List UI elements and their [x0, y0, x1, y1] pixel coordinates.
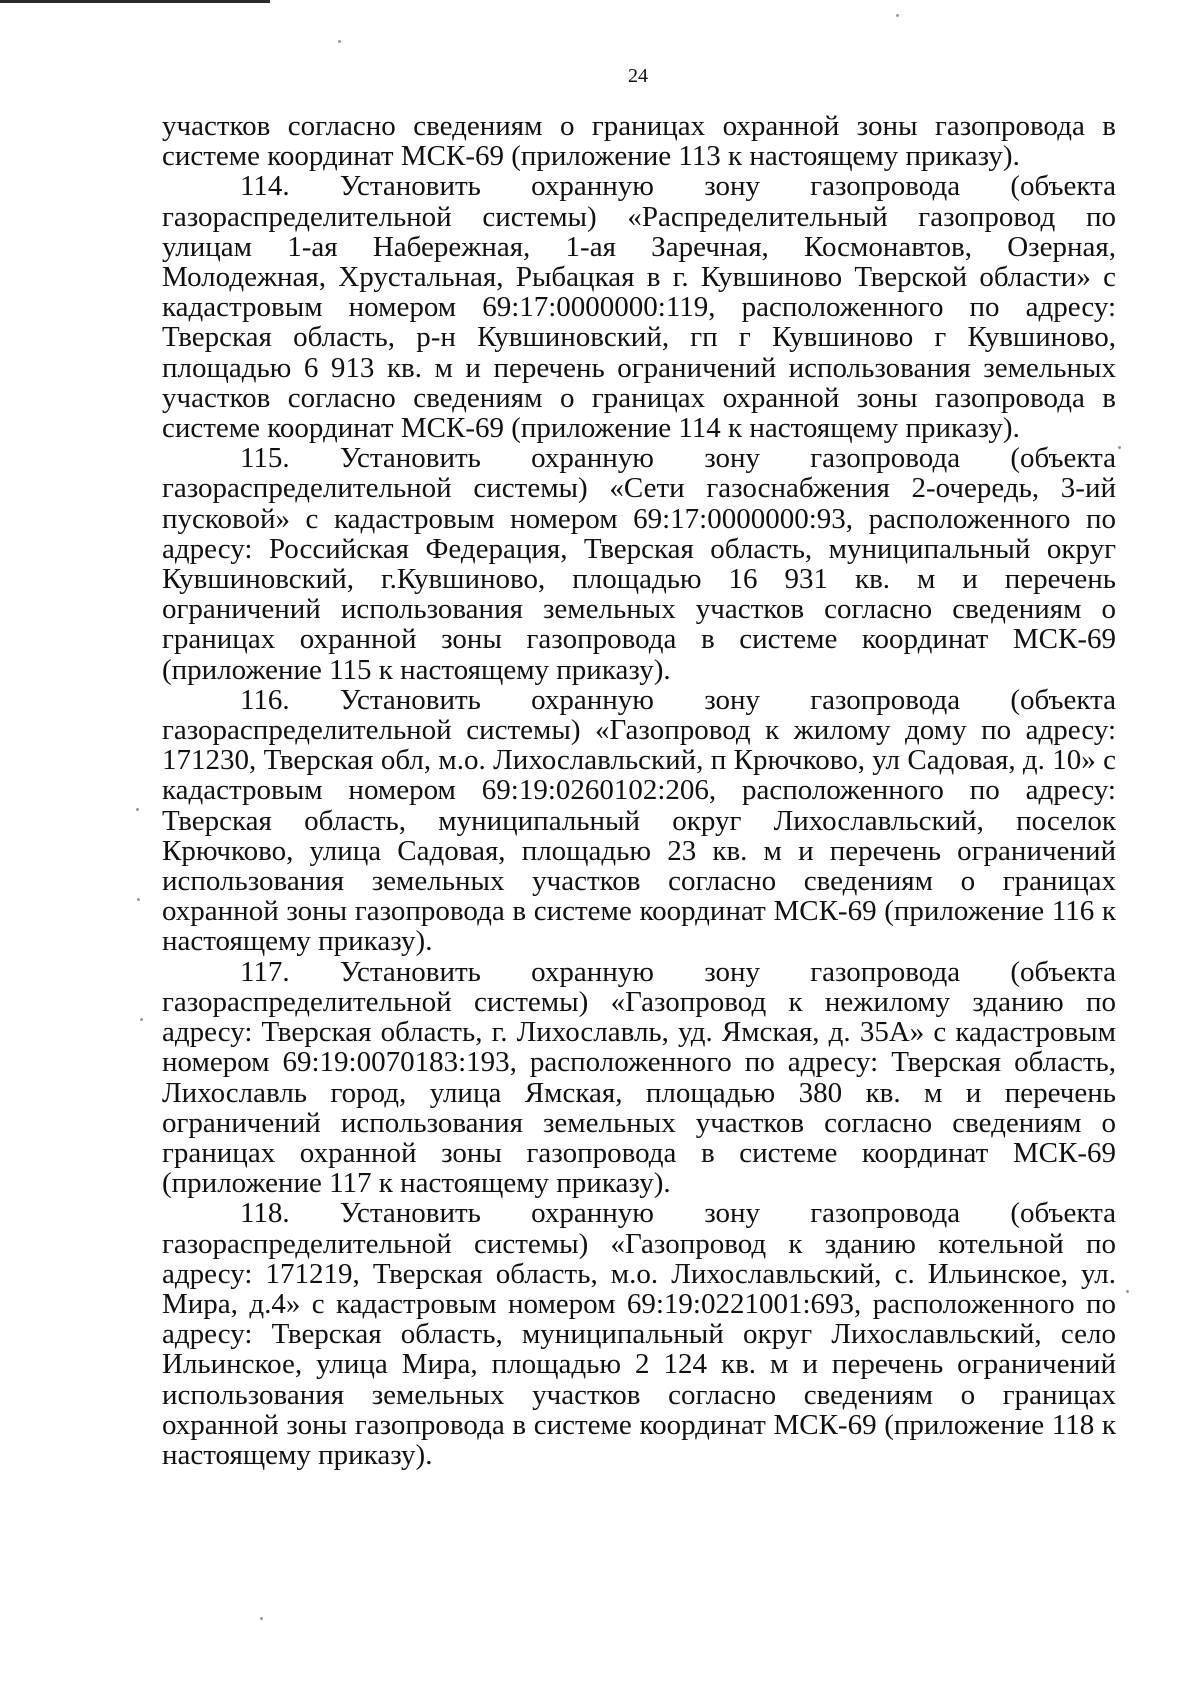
paragraph-number: 115.	[240, 442, 290, 475]
paragraph-text: Установить охранную зону газопровода (объекта газораспределительной системы) «Газопровод к зданию котельной по адресу: 171219, Тверская область, м.о. Лихославльский, с. Ильинское, ул. Мира, д.4» с кадастровым номером 69:19:0221001:693, расположенного по адресу: Тверская область, муниципальный округ Лихославльский, село Ильинское, улица Мира, площадью 2 124 кв. м и перечень ограничений использования земельных участков согласно сведениям о границах охранной зоны газопровода в системе координат МСК-69 (приложение 118 к настоящему приказу).	[162, 1197, 1116, 1471]
paragraph-number: 118.	[240, 1197, 290, 1230]
paragraph-text: Установить охранную зону газопровода (объекта газораспределительной системы) «Сети газоснабжения 2-очередь, 3-ий пусковой» с кадастровым номером 69:17:0000000:93, расположенного по адресу: Российская Федерация, Тверская область, муниципальный округ Кувшиновский, г.Кувшиново, площадью 16 931 кв. м и перечень ограничений использования земельных участков согласно сведениям о границах охранной зоны газопровода в системе координат МСК-69 (приложение 115 к настоящему приказу).	[162, 442, 1116, 686]
paragraph-116	[162, 685, 1116, 957]
paragraph-continuation	[162, 111, 1116, 171]
paragraph-114	[162, 171, 1116, 443]
paragraph-text: участков согласно сведениям о границах охранной зоны газопровода в системе координат МСК-69 (приложение 113 к настоящему приказу).	[162, 110, 1116, 173]
paragraph-text: Установить охранную зону газопровода (объекта газораспределительной системы) «Газопровод к нежилому зданию по адресу: Тверская область, г. Лихославль, уд. Ямская, д. 35А» с кадастровым номером 69:19:0070183:193, расположенного по адресу: Тверская область, Лихославль город, улица Ямская, площадью 380 кв. м и перечень ограничений использования земельных участков согласно сведениям о границах охранной зоны газопровода в системе координат МСК-69 (приложение 117 к настоящему приказу).	[162, 955, 1116, 1200]
page-number: 24	[628, 65, 648, 87]
scan-edge-rule	[0, 0, 270, 3]
paragraph-117	[162, 957, 1116, 1199]
paragraph-number: 117.	[240, 955, 290, 988]
paragraph-text: Установить охранную зону газопровода (объекта газораспределительной системы) «Газопровод к жилому дому по адресу: 171230, Тверская обл, м.о. Лихославльский, п Крючково, ул Садовая, д. 10» с кадастровым номером 69:19:0260102:206, расположенного по адресу: Тверская область, муниципальный округ Лихославльский, поселок Крючково, улица Садовая, площадью 23 кв. м и перечень ограничений использования земельных участков согласно сведениям о границах охранной зоны газопровода в системе координат МСК-69 (приложение 116 к настоящему приказу).	[162, 683, 1116, 958]
scan-speck	[1126, 1290, 1129, 1293]
scan-speck	[896, 14, 899, 17]
paragraph-115	[162, 443, 1116, 685]
scan-speck	[1118, 446, 1121, 449]
scan-speck	[338, 40, 341, 43]
paragraph-text: Установить охранную зону газопровода (объекта газораспределительной системы) «Распределительный газопровод по улицам 1-ая Набережная, 1-ая Заречная, Космонавтов, Озерная, Молодежная, Хрустальная, Рыбацкая в г. Кувшиново Тверской области» с кадастровым номером 69:17:0000000:119, расположенного по адресу: Тверская область, р-н Кувшиновский, гп г Кувшиново г Кувшиново, площадью 6 913 кв. м и перечень ограничений использования земельных участков согласно сведениям о границах охранной зоны газопровода в системе координат МСК-69 (приложение 114 к настоящему приказу).	[162, 170, 1116, 445]
scan-speck	[140, 1018, 143, 1021]
scan-speck	[137, 898, 140, 901]
document-body	[162, 111, 1116, 1470]
paragraph-number: 114.	[240, 170, 290, 203]
scan-speck	[136, 808, 139, 811]
paragraph-118	[162, 1198, 1116, 1470]
scan-speck	[260, 1617, 263, 1620]
paragraph-number: 116.	[240, 683, 290, 716]
